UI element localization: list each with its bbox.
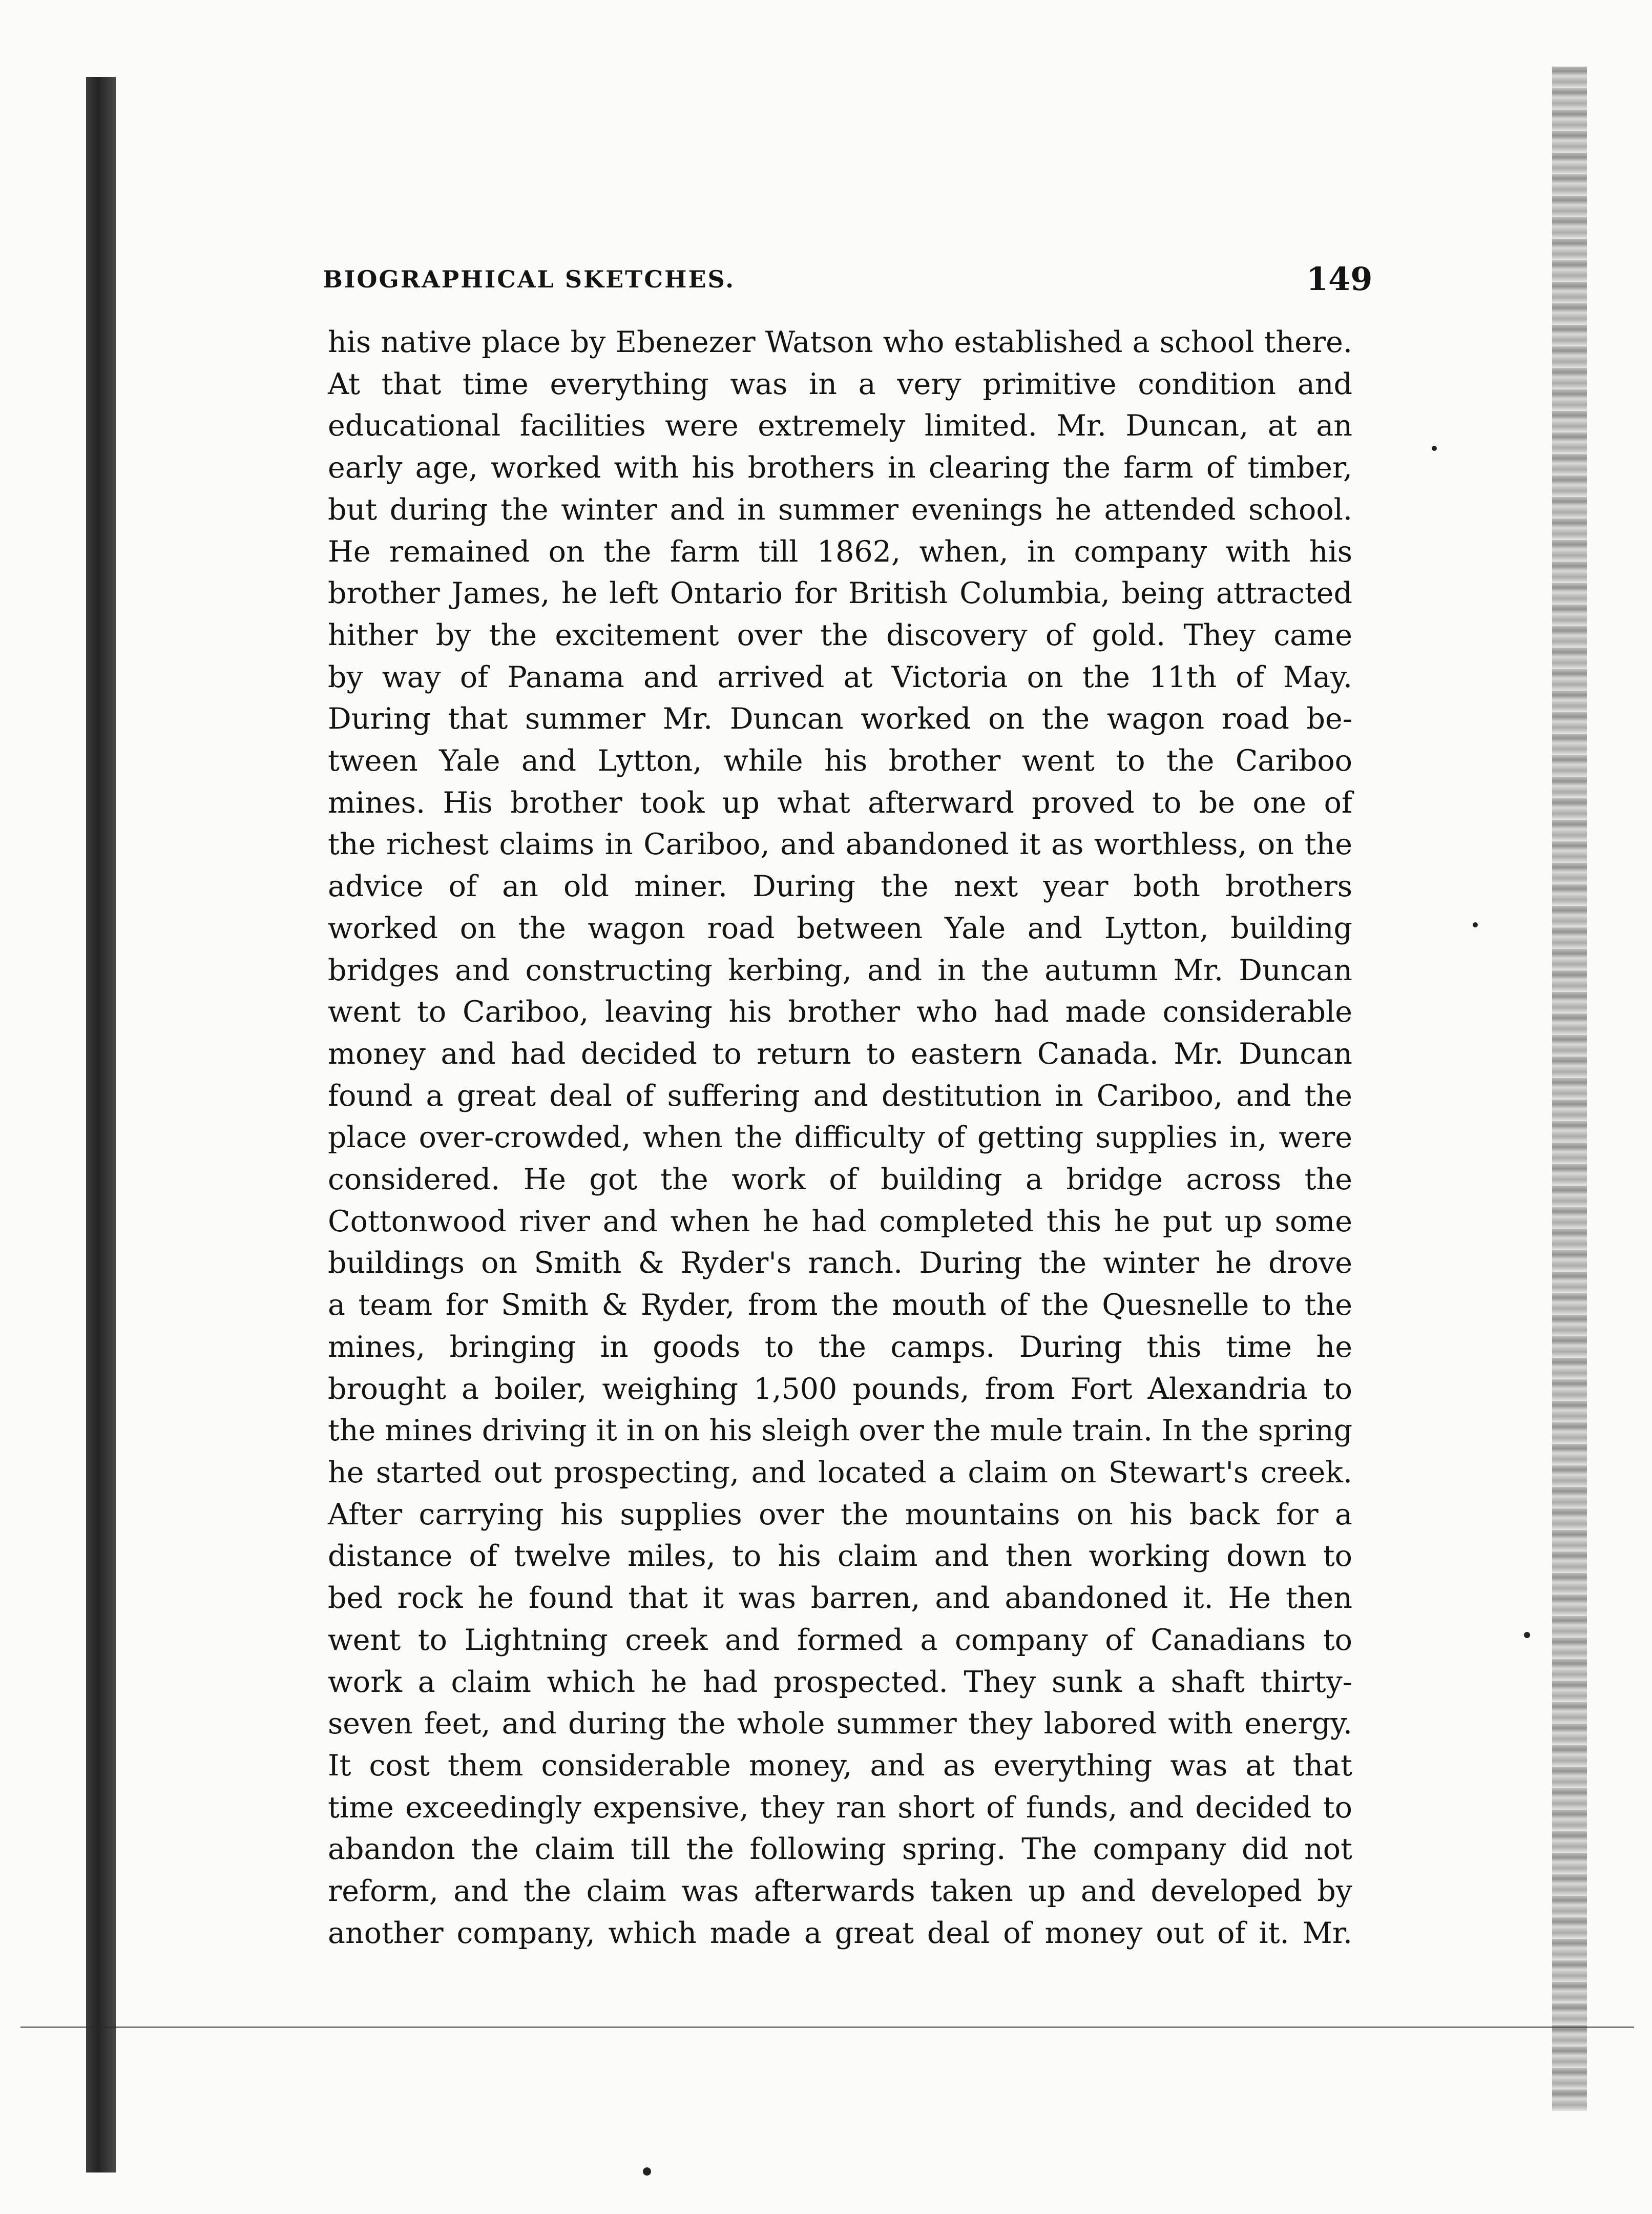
text-line: the mines driving it in on his sleigh over the mule train. In the spring	[328, 1414, 1352, 1448]
scan-binding-edge	[86, 77, 116, 2172]
text-line: tween Yale and Lytton, while his brother went to the Cariboo	[328, 744, 1352, 778]
running-head: BIOGRAPHICAL SKETCHES.	[323, 265, 736, 293]
text-line: Cottonwood river and when he had completed this he put up some	[328, 1204, 1352, 1238]
text-line: found a great deal of suffering and destitution in Cariboo, and the	[328, 1079, 1352, 1113]
text-line: advice of an old miner. During the next year both brothers	[328, 870, 1352, 904]
text-line: buildings on Smith & Ryder's ranch. During the winter he drove	[328, 1246, 1352, 1280]
text-line: place over-crowded, when the difficulty of getting supplies in, were	[328, 1121, 1352, 1155]
text-line: At that time everything was in a very primitive condition and	[328, 367, 1352, 401]
text-line: distance of twelve miles, to his claim and then working down to	[328, 1539, 1352, 1574]
scan-page-edge	[1552, 67, 1587, 2111]
text-line: worked on the wagon road between Yale and Lytton, building	[328, 911, 1352, 945]
text-line: his native place by Ebenezer Watson who established a school there.	[328, 325, 1352, 359]
text-line: After carrying his supplies over the mountains on his back for a	[328, 1497, 1352, 1532]
text-line: work a claim which he had prospected. They sunk a shaft thirty-	[328, 1665, 1352, 1699]
text-line: considered. He got the work of building a bridge across the	[328, 1163, 1352, 1197]
text-line: money and had decided to return to eastern Canada. Mr. Duncan	[328, 1037, 1352, 1071]
text-line: a team for Smith & Ryder, from the mouth of the Quesnelle to the	[328, 1288, 1352, 1322]
text-line: mines. His brother took up what afterward proved to be one of	[328, 785, 1352, 820]
text-line: It cost them considerable money, and as everything was at that	[328, 1748, 1352, 1783]
text-line: hither by the excitement over the discovery of gold. They came	[328, 618, 1352, 652]
text-line: early age, worked with his brothers in clearing the farm of timber,	[328, 451, 1352, 485]
text-line: by way of Panama and arrived at Victoria on the 11th of May.	[328, 660, 1352, 694]
text-line: went to Cariboo, leaving his brother who had made considerable	[328, 995, 1352, 1029]
text-line: mines, bringing in goods to the camps. During this time he	[328, 1330, 1352, 1364]
text-line: went to Lightning creek and formed a company of Canadians to	[328, 1623, 1352, 1657]
page-number: 149	[1306, 260, 1373, 298]
body-text	[328, 322, 1352, 1954]
text-line: another company, which made a great deal of money out of it. Mr.	[328, 1916, 1352, 1950]
text-line: but during the winter and in summer evenings he attended school.	[328, 492, 1352, 527]
scan-speck	[1524, 1632, 1530, 1638]
text-line: He remained on the farm till 1862, when, in company with his	[328, 534, 1352, 569]
text-line: During that summer Mr. Duncan worked on the wagon road be-	[328, 702, 1352, 736]
scan-speck	[1432, 446, 1437, 451]
text-line: brother James, he left Ontario for British Columbia, being attracted	[328, 576, 1352, 611]
text-line: seven feet, and during the whole summer they labored with energy.	[328, 1707, 1352, 1741]
paragraph	[328, 322, 1352, 1954]
text-line: he started out prospecting, and located a claim on Stewart's creek.	[328, 1455, 1352, 1489]
text-line: educational facilities were extremely limited. Mr. Duncan, at an	[328, 409, 1352, 443]
text-line: abandon the claim till the following spring. The company did not	[328, 1832, 1352, 1867]
text-line: reform, and the claim was afterwards taken up and developed by	[328, 1874, 1352, 1909]
text-line: the richest claims in Cariboo, and abandoned it as worthless, on the	[328, 827, 1352, 862]
text-line: bridges and constructing kerbing, and in the autumn Mr. Duncan	[328, 953, 1352, 987]
scan-speck	[643, 2167, 651, 2176]
text-line: brought a boiler, weighing 1,500 pounds, from Fort Alexandria to	[328, 1372, 1352, 1406]
scan-bottom-rule	[20, 2026, 1634, 2028]
text-line: bed rock he found that it was barren, and abandoned it. He then	[328, 1581, 1352, 1616]
text-line: time exceedingly expensive, they ran short of funds, and decided to	[328, 1790, 1352, 1825]
scan-speck	[1473, 922, 1478, 927]
page-header	[323, 260, 1373, 301]
